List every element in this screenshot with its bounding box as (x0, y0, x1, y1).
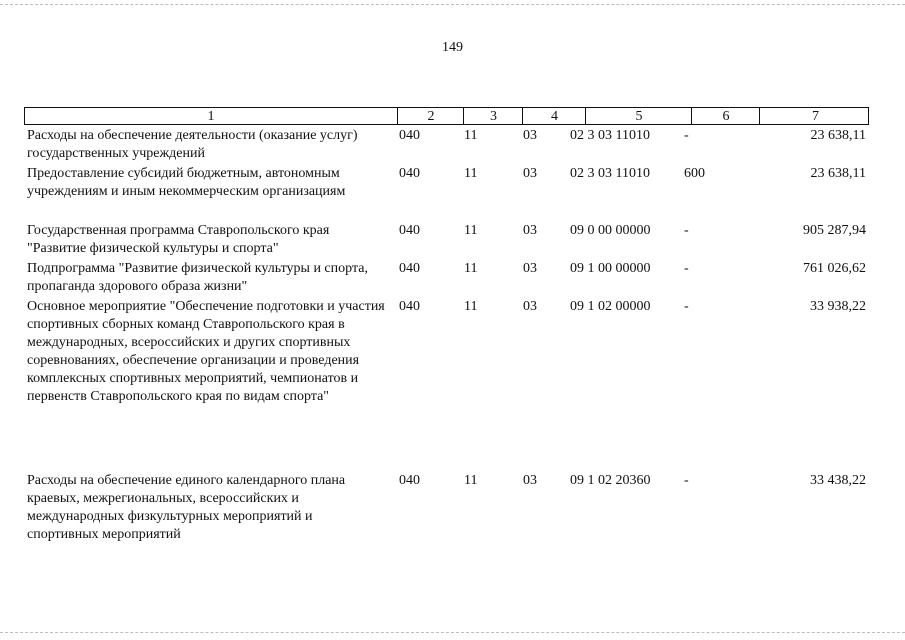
row-name: Подпрограмма "Развитие физической культуры и спорта, пропаганда здорового образа жизни" (27, 261, 368, 294)
row-col-6: 600 (684, 166, 705, 181)
row-col-4: 03 (523, 166, 537, 181)
scan-edge-top (0, 4, 905, 5)
row-col-3: 11 (464, 299, 478, 314)
row-col-7: 33 938,22 (810, 299, 866, 314)
row-col-7: 23 638,11 (810, 128, 866, 143)
table-row (24, 222, 869, 258)
row-col-6: - (684, 128, 689, 143)
page-number: 149 (442, 40, 463, 55)
row-name: Основное мероприятие "Обеспечение подготовки и участия спортивных сборных команд Ставропольского края в международных, всероссийских и других спортивных соревнованиях, обеспечение организации и проведения комплексных спортивных мероприятий, чемпионатов и первенств Ставропольского края по видам спорта" (27, 299, 385, 404)
row-col-6: - (684, 473, 689, 488)
row-name: Предоставление субсидий бюджетным, автономным учреждениям и иным некоммерческим организациям (27, 166, 346, 199)
row-col-4: 03 (523, 473, 537, 488)
column-header-2: 2 (397, 108, 464, 124)
row-col-2: 040 (399, 473, 420, 488)
row-col-7: 761 026,62 (803, 261, 866, 276)
row-col-2: 040 (399, 261, 420, 276)
column-header-6: 6 (691, 108, 760, 124)
row-col-4: 03 (523, 261, 537, 276)
row-col-5: 02 3 03 11010 (570, 128, 650, 143)
row-name: Государственная программа Ставропольского края "Развитие физической культуры и спорта" (27, 223, 330, 256)
row-col-3: 11 (464, 261, 478, 276)
row-col-2: 040 (399, 223, 420, 238)
column-header-5: 5 (585, 108, 692, 124)
row-col-6: - (684, 223, 689, 238)
row-col-3: 11 (464, 128, 478, 143)
row-col-2: 040 (399, 299, 420, 314)
row-col-7: 905 287,94 (803, 223, 866, 238)
column-header-1: 1 (207, 109, 215, 124)
row-col-2: 040 (399, 166, 420, 181)
table-row (24, 472, 869, 546)
row-col-2: 040 (399, 128, 420, 143)
table-row (24, 298, 869, 428)
table-header (24, 107, 869, 125)
row-name: Расходы на обеспечение единого календарного плана краевых, межрегиональных, всероссийских и международных физкультурных мероприятий и спортивных мероприятий (27, 473, 346, 542)
column-header-7: 7 (759, 108, 871, 124)
row-col-3: 11 (464, 223, 478, 238)
table-row (24, 127, 869, 163)
row-col-3: 11 (464, 473, 478, 488)
row-col-6: - (684, 261, 689, 276)
row-col-4: 03 (523, 223, 537, 238)
column-header-4: 4 (522, 108, 586, 124)
scan-edge-bottom (0, 632, 905, 633)
row-col-5: 09 1 00 00000 (570, 261, 651, 276)
column-header-3: 3 (463, 108, 523, 124)
row-col-5: 09 1 02 00000 (570, 299, 651, 314)
table-row (24, 260, 869, 296)
row-col-6: - (684, 299, 689, 314)
row-col-4: 03 (523, 128, 537, 143)
row-col-4: 03 (523, 299, 537, 314)
row-col-7: 33 438,22 (810, 473, 866, 488)
row-col-5: 09 0 00 00000 (570, 223, 651, 238)
row-col-5: 09 1 02 20360 (570, 473, 651, 488)
row-name: Расходы на обеспечение деятельности (оказание услуг) государственных учреждений (27, 128, 358, 161)
table-row (24, 165, 869, 201)
row-col-7: 23 638,11 (810, 166, 866, 181)
row-col-3: 11 (464, 166, 478, 181)
row-col-5: 02 3 03 11010 (570, 166, 650, 181)
